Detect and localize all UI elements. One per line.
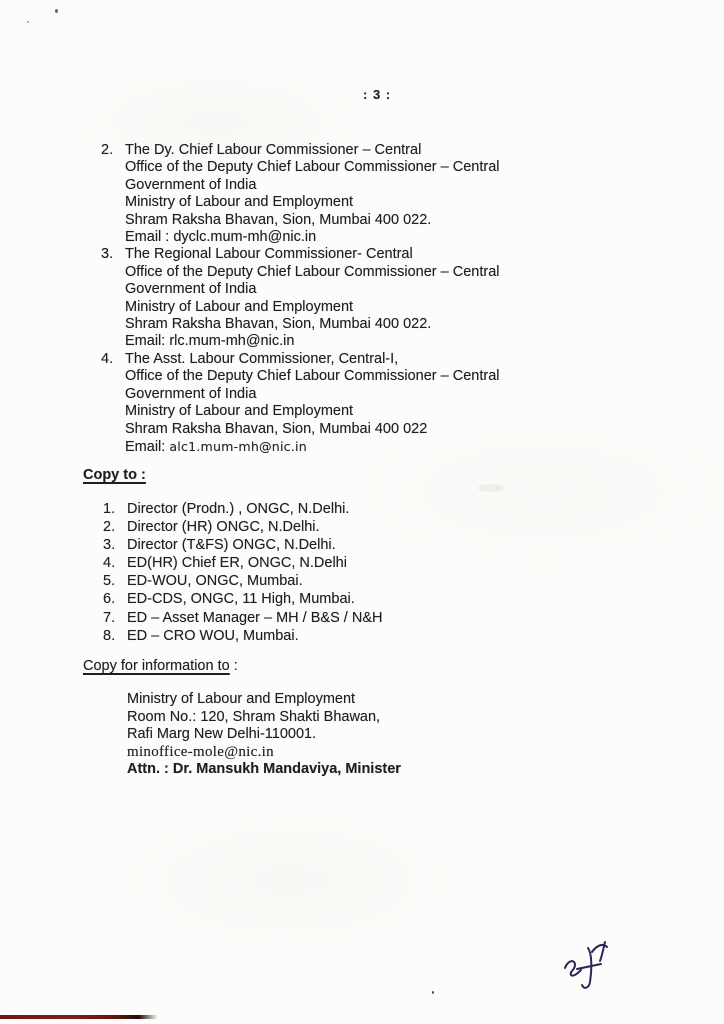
list-number: 4. <box>101 350 114 367</box>
recipient-address-list <box>101 142 621 456</box>
list-number: 4. <box>103 555 116 572</box>
email-label: Email: <box>125 438 170 455</box>
address-line: Ministry of Labour and Employment <box>125 298 354 315</box>
address-line: Ministry of Labour and Employment <box>125 194 354 211</box>
scan-speck <box>432 991 434 994</box>
copy-to-item-text: Director (T&FS) ONGC, N.Delhi. <box>127 537 336 554</box>
recipient-address-lines <box>125 142 621 246</box>
address-line: Government of India <box>125 281 257 298</box>
info-address-line: Attn. : Dr. Mansukh Mandaviya, Minister <box>127 761 401 777</box>
address-line: Government of India <box>125 176 257 193</box>
list-number: 3. <box>101 246 114 263</box>
address-line: Office of the Deputy Chief Labour Commissioner – Central <box>125 263 500 280</box>
copy-info-address-block <box>127 691 547 779</box>
copy-to-item-text: ED – Asset Manager – MH / B&S / N&H <box>127 609 383 626</box>
recipient-item <box>101 246 621 350</box>
copy-to-item <box>103 500 583 518</box>
copy-to-heading-label: Copy to : <box>83 467 146 483</box>
copy-info-heading <box>83 658 238 674</box>
info-address-line: minoffice-mole@nic.in <box>127 743 274 760</box>
copy-to-item-text: ED – CRO WOU, Mumbai. <box>127 627 299 644</box>
list-number: 2. <box>101 142 114 158</box>
copy-to-item-text: Director (Prodn.) , ONGC, N.Delhi. <box>127 501 350 517</box>
address-line: Ministry of Labour and Employment <box>125 403 354 420</box>
scan-smudge <box>478 484 504 492</box>
list-number: 1. <box>103 501 116 517</box>
copy-info-heading-label: Copy for information to <box>83 658 230 674</box>
copy-to-item-text: ED-WOU, ONGC, Mumbai. <box>127 573 303 590</box>
address-line: Government of India <box>125 385 257 402</box>
info-address-line: Rafi Marg New Delhi-110001. <box>127 726 317 742</box>
copy-to-item <box>103 590 583 608</box>
address-line: The Regional Labour Commissioner- Central <box>125 246 413 263</box>
address-line: Email: rlc.mum-mh@nic.in <box>125 333 295 350</box>
address-line: Office of the Deputy Chief Labour Commissioner – Central <box>125 159 500 176</box>
copy-to-item-text: Director (HR) ONGC, N.Delhi. <box>127 519 320 536</box>
info-address-line: Ministry of Labour and Employment <box>127 691 356 707</box>
copy-info-heading-colon: : <box>229 658 238 674</box>
scan-artifact-red-line <box>0 1015 158 1019</box>
recipient-address-lines <box>125 351 621 456</box>
address-line <box>125 438 621 456</box>
address-line: The Asst. Labour Commissioner, Central-I, <box>125 350 399 367</box>
copy-to-item-text: ED-CDS, ONGC, 11 High, Mumbai. <box>127 591 355 608</box>
address-line: Office of the Deputy Chief Labour Commissioner – Central <box>125 368 500 385</box>
recipient-item <box>101 142 621 246</box>
page-number: : 3 : <box>363 87 392 102</box>
copy-to-item <box>103 627 583 645</box>
email-address: alc1.mum-mh@nic.in <box>169 438 307 454</box>
list-number: 7. <box>103 609 116 626</box>
address-line: Shram Raksha Bhavan, Sion, Mumbai 400 022. <box>125 211 432 228</box>
address-line: Shram Raksha Bhavan, Sion, Mumbai 400 022. <box>125 316 432 333</box>
copy-to-heading <box>83 467 146 483</box>
copy-to-item <box>103 609 583 627</box>
address-line: Shram Raksha Bhavan, Sion, Mumbai 400 022 <box>125 420 428 437</box>
scan-speck <box>55 9 58 13</box>
list-number: 5. <box>103 573 116 590</box>
recipient-address-lines <box>125 246 621 350</box>
address-line: Email : dyclc.mum-mh@nic.in <box>125 229 317 246</box>
info-address-line: Room No.: 120, Shram Shakti Bhawan, <box>127 708 381 725</box>
list-number: 6. <box>103 591 116 608</box>
list-number: 2. <box>103 519 116 536</box>
address-line: The Dy. Chief Labour Commissioner – Central <box>125 142 422 158</box>
list-number: 3. <box>103 537 116 554</box>
copy-to-item <box>103 518 583 536</box>
signature-mark <box>558 936 620 1004</box>
copy-to-item <box>103 572 583 590</box>
copy-to-item <box>103 554 583 572</box>
copy-to-list <box>103 500 583 645</box>
copy-to-item-text: ED(HR) Chief ER, ONGC, N.Delhi <box>127 555 347 572</box>
scan-speck <box>27 21 29 23</box>
recipient-item <box>101 351 621 456</box>
copy-to-item <box>103 536 583 554</box>
list-number: 8. <box>103 627 116 644</box>
